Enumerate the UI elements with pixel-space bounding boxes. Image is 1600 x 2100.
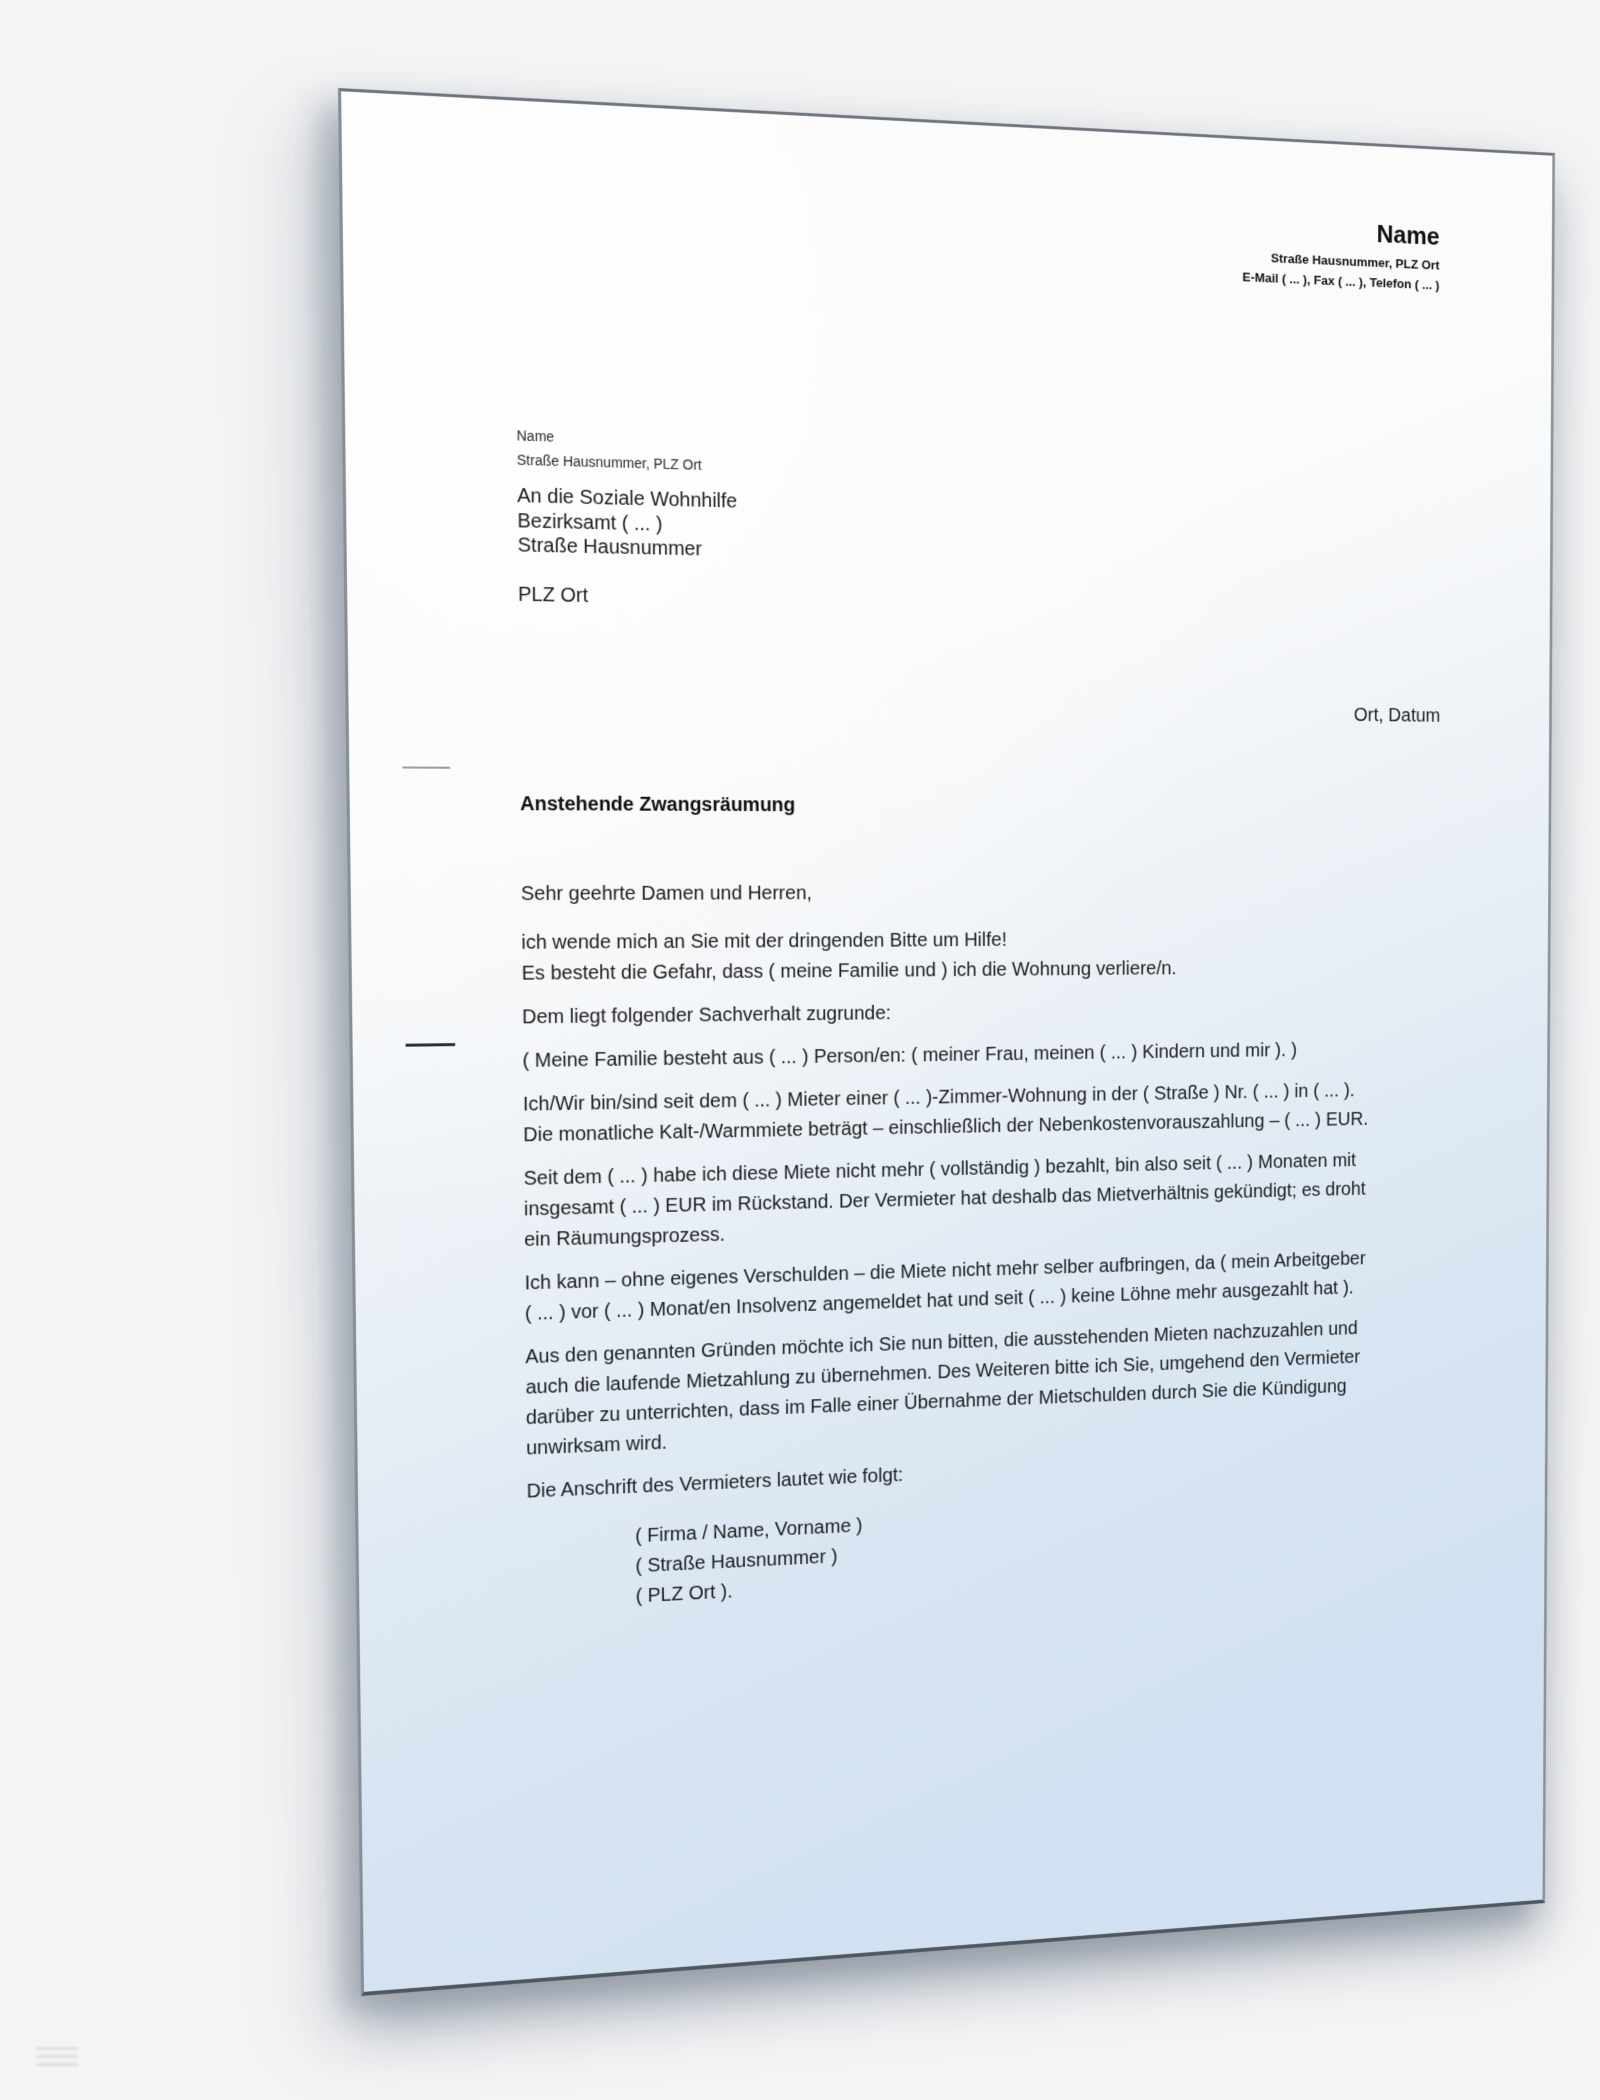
paragraph-facts-intro: Dem liegt folgender Sachverhalt zugrunde: (521, 1002, 892, 1029)
letterhead (1242, 213, 1439, 296)
landlord-address-block: ( Firma / Name, Vorname ) ( Straße Hausnummer ) ( PLZ Ort ). (635, 1515, 863, 1608)
fold-mark (402, 766, 450, 768)
letterhead-contact: E-Mail ( ... ), Fax ( ... ), Telefon ( ... ) (1242, 269, 1440, 293)
paragraph-request: Aus den genannten Gründen möchte ich Sie nun bitten, die ausstehenden Mieten nachzuzahlen und auch die laufende Mietzahlung zu übernehmen. Des Weiteren bitte ich Sie, umgehend den Vermieter darüber zu unterrichten, dass im Falle einer Übernahme der Mietschulden durch Sie die Kündigung unwirksam wird. (525, 1318, 1361, 1460)
subject-line: Anstehende Zwangsräumung (519, 793, 796, 817)
letterhead-address: Straße Hausnummer, PLZ Ort (1270, 250, 1440, 273)
paragraph-plea: ich wende mich an Sie mit der dringenden Bitte um Hilfe! Es besteht die Gefahr, dass ( meine Familie und ) ich die Wohnung verliere/n. (521, 929, 1177, 985)
letter-page (338, 88, 1555, 1996)
punch-hole-mark (406, 1043, 456, 1047)
paragraph-family: ( Meine Familie besteht aus ( ... ) Person/en: ( meiner Frau, meinen ( ... ) Kindern und mir ). ) (522, 1039, 1297, 1072)
paragraph-arrears: Seit dem ( ... ) habe ich diese Miete nicht mehr ( vollständig ) bezahlt, bin also seit ( ... ) Monaten mit insgesamt ( ... ) EUR im Rückstand. Der Vermieter hat deshalb das Mietverhältnis gekündigt; es droht ein Räumungsprozess. (523, 1150, 1366, 1251)
letter-body (521, 878, 1496, 1618)
corner-watermark-icon (36, 2042, 78, 2066)
sender-address: Name Straße Hausnummer, PLZ Ort (516, 427, 702, 473)
salutation: Sehr geehrte Damen und Herren, (520, 882, 812, 906)
paragraph-apartment: Ich/Wir bin/sind seit dem ( ... ) Mieter einer ( ... )-Zimmer-Wohnung in der ( Straße ) Nr. ( ... ) in ( ... ). Die monatliche Kalt-/Warmmiete beträgt – einschließlich der Nebenkostenvorauszahlung – ( ... ) EUR. (522, 1080, 1369, 1147)
paragraph-insolvency: Ich kann – ohne eigenes Verschulden – die Miete nicht mehr selber aufbringen, da ( mein Arbeitgeber ( ... ) vor ( ... ) Monat/en Insolvenz angemeldet hat und seit ( ... ) keine Löhne mehr ausgezahlt hat ). (524, 1248, 1366, 1325)
recipient-address: An die Soziale Wohnhilfe Bezirksamt ( ... ) Straße Hausnummer PLZ Ort (517, 484, 738, 608)
paragraph-landlord-intro: Die Anschrift des Vermieters lautet wie folgt: (526, 1464, 904, 1503)
date-line: Ort, Datum (1353, 704, 1441, 727)
letterhead-name: Name (1376, 219, 1440, 251)
